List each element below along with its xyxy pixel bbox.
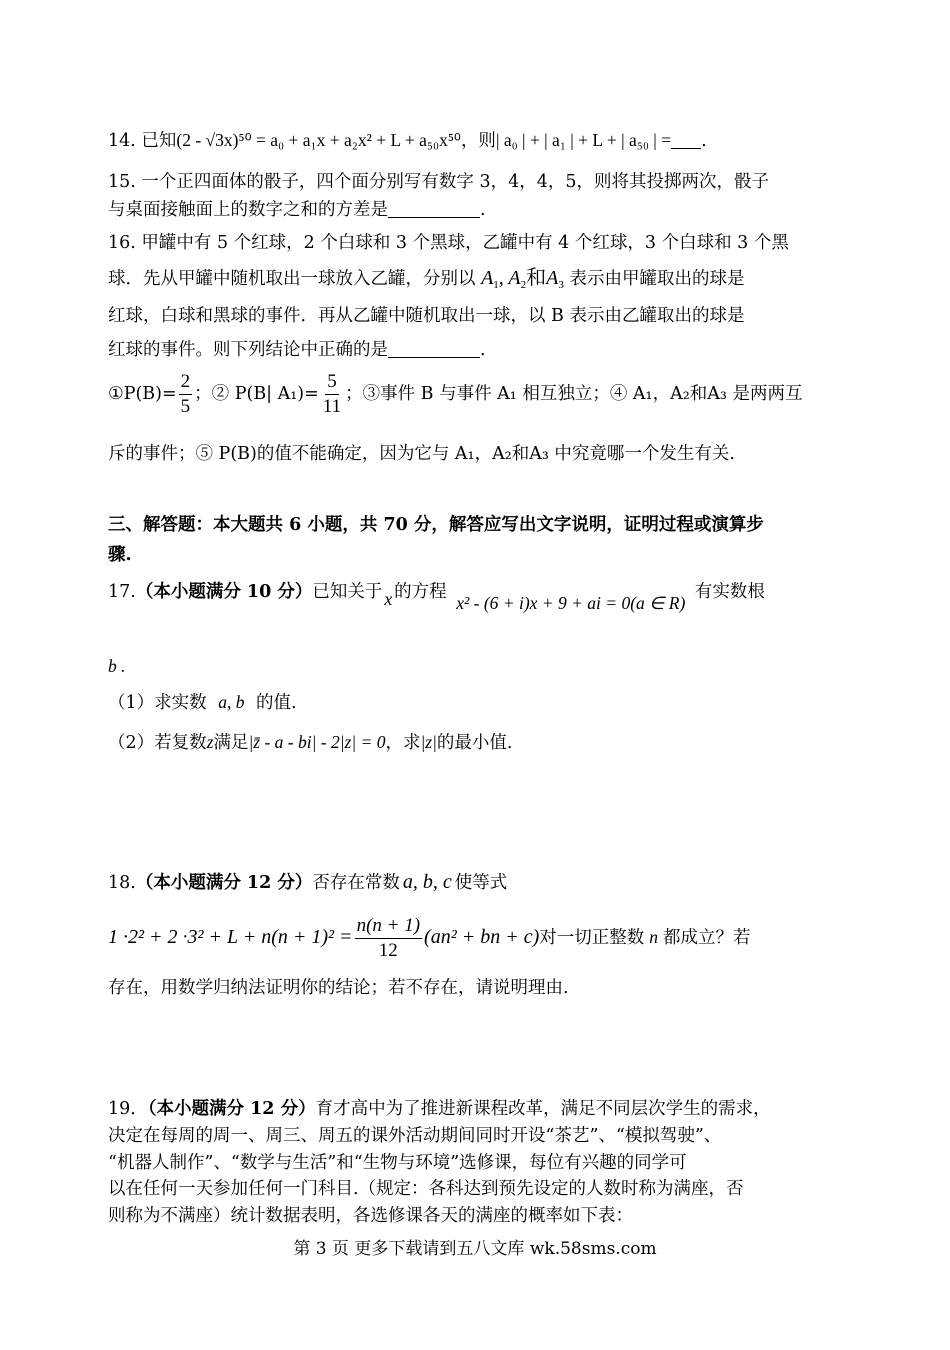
q18-text2: 使等式: [454, 873, 508, 893]
q17-part2-abs: |z|: [420, 732, 437, 752]
q18-var-n: n: [649, 927, 658, 947]
q16-line2-text: 球．先从甲罐中随机取出一球放入乙罐，分别以: [108, 269, 476, 289]
q17-text3: 有实数根: [694, 582, 765, 602]
q19-line1-text: 育才高中为了推进新课程改革，满足不同层次学生的需求，: [315, 1099, 771, 1119]
q17-part2: [108, 730, 512, 755]
q16-line3: 红球，白球和黑球的事件．再从乙罐中随机取出一球，以 B 表示由乙罐取出的球是: [108, 306, 745, 326]
q16-option3-4: ；③事件 B 与事件 A₁ 相互独立；④ A₁，A₂和A₃ 是两两互: [345, 384, 803, 404]
q16-option2-den: 11: [322, 396, 342, 417]
q14-answer-blank[interactable]: [671, 130, 701, 149]
q17-part1-text: （1）求实数: [108, 693, 207, 713]
q16-option1-num: 2: [179, 370, 193, 395]
q16-line2: [108, 266, 744, 297]
q17-line1: [108, 579, 765, 613]
q17-part1-end: 的值.: [256, 693, 297, 713]
q17-var-x: x: [384, 589, 393, 609]
q16-option2-num: 5: [325, 370, 339, 395]
q16-line2-text-end: 表示由甲罐取出的球是: [569, 269, 745, 289]
q19-line4: 以在任何一天参加任何一门科目.（规定：各科达到预先设定的人数时称为满座，否: [108, 1179, 744, 1199]
q16-option1-label: ①P(B)=: [108, 384, 177, 404]
q16-line1: 16. 甲罐中有 5 个红球，2 个白球和 3 个黑球，乙罐中有 4 个红球，3 个白球和 3 个黑: [108, 233, 789, 253]
page-footer: 第 3 页 更多下载请到五八文库 wk.58sms.com: [293, 1239, 657, 1259]
q18-rhs: (an² + bn + c): [424, 926, 540, 948]
q17-equation: x² - (6 + i)x + 9 + ai = 0(a ∈ R): [456, 593, 686, 613]
q17-number: 17.: [108, 582, 136, 602]
q18-score: （本小题满分 12 分）: [135, 873, 313, 893]
q17-b-line: b .: [108, 656, 126, 676]
q15-end: .: [480, 200, 486, 220]
q15-line1: 15. 一个正四面体的骰子，四个面分别写有数字 3，4，4，5，则将其投掷两次，骰子: [108, 172, 769, 192]
q17-part2-text3: ，求: [385, 733, 421, 753]
q18-frac-num: n(n + 1): [355, 914, 422, 939]
q18-vars: a, b, c: [402, 871, 452, 893]
q17-part2-text4: 的最小值.: [436, 733, 513, 753]
q17-part2-text: （2）若复数: [108, 733, 207, 753]
q14-number: 14.: [108, 131, 142, 151]
q16-line6: 斥的事件；⑤ P(B)的值不能确定，因为它与 A₁，A₂和A₃ 中究竟哪一个发生有关.: [108, 444, 735, 464]
q18-number: 18.: [108, 873, 136, 893]
q14-line: [108, 128, 707, 153]
q14-abs-sum: | a₀ | + | a₁ | + L + | a₅₀ | =: [495, 130, 672, 150]
q19-line2: 决定在每周的周一、周三、周五的课外活动期间同时开设“茶艺”、“模拟驾驶”、: [108, 1126, 722, 1146]
q14-text: 已知: [141, 131, 177, 151]
q16-options-line: [108, 370, 802, 419]
q19-line5: 则称为不满座）统计数据表明，各选修课各天的满座的概率如下表：: [108, 1206, 633, 1226]
q16-option1-den: 5: [180, 396, 191, 417]
q19-score: （本小题满分 12 分）: [147, 1099, 316, 1119]
q19-number: 19．: [108, 1099, 148, 1119]
q18-line3: 存在，用数学归纳法证明你的结论；若不存在，请说明理由.: [108, 978, 569, 998]
q19-line3: “机器人制作”、“数学与生活”和“生物与环境”选修课，每位有兴趣的同学可: [108, 1153, 687, 1173]
q16-end: .: [480, 340, 486, 360]
q16-option2-label: ；② P(B| A₁)=: [194, 384, 319, 404]
q18-frac-den: 12: [378, 940, 398, 961]
q18-fraction: [355, 914, 422, 963]
q15-answer-blank[interactable]: [388, 199, 480, 218]
section3-heading-line1: 三、解答题：本大题共 6 小题，共 70 分，解答应写出文字说明，证明过程或演算步: [108, 515, 764, 535]
q14-expansion: (2 - √3x)⁵⁰ = a₀ + a₁x + a₂x² + L + a₅₀x⁵⁰: [176, 130, 461, 150]
q17-text1: 已知关于: [312, 582, 383, 602]
q16-events: $A_1$, $A_2$和$A_3$: [481, 267, 564, 291]
q17-part1-vars: a, b: [218, 692, 245, 712]
q18-line2: [108, 911, 750, 964]
q16-option2-fraction: [321, 370, 343, 419]
q17-part2-text2: 满足: [213, 733, 249, 753]
q17-score: （本小题满分 10 分）: [135, 582, 313, 602]
q17-part1: [108, 690, 297, 715]
q17-part2-equation: |z̄ - a - bi| - 2|z| = 0: [248, 732, 386, 752]
section3-heading-line2: 骤.: [108, 545, 132, 565]
q16-line4: [108, 338, 486, 362]
q15-line2: [108, 198, 486, 222]
q16-answer-blank[interactable]: [388, 339, 480, 358]
q18-text1: 否存在常数: [312, 873, 400, 893]
q17-part2-z: z: [206, 732, 214, 752]
q16-option1-fraction: [179, 370, 193, 419]
q15-line2-text: 与桌面接触面上的数字之和的方差是: [108, 200, 388, 220]
q16-line4-text: 红球的事件。则下列结论中正确的是: [108, 340, 388, 360]
q18-text3: 对一切正整数: [539, 928, 645, 948]
q18-text4: 都成立？若: [662, 928, 751, 948]
q19-line1: [108, 1097, 771, 1121]
q18-lhs: 1 ·2² + 2 ·3² + L + n(n + 1)² =: [108, 926, 353, 948]
q14-end: .: [701, 131, 707, 151]
q17-text2: 的方程: [394, 582, 447, 602]
q18-line1: [108, 870, 507, 895]
q14-text-then: ，则: [460, 131, 496, 151]
